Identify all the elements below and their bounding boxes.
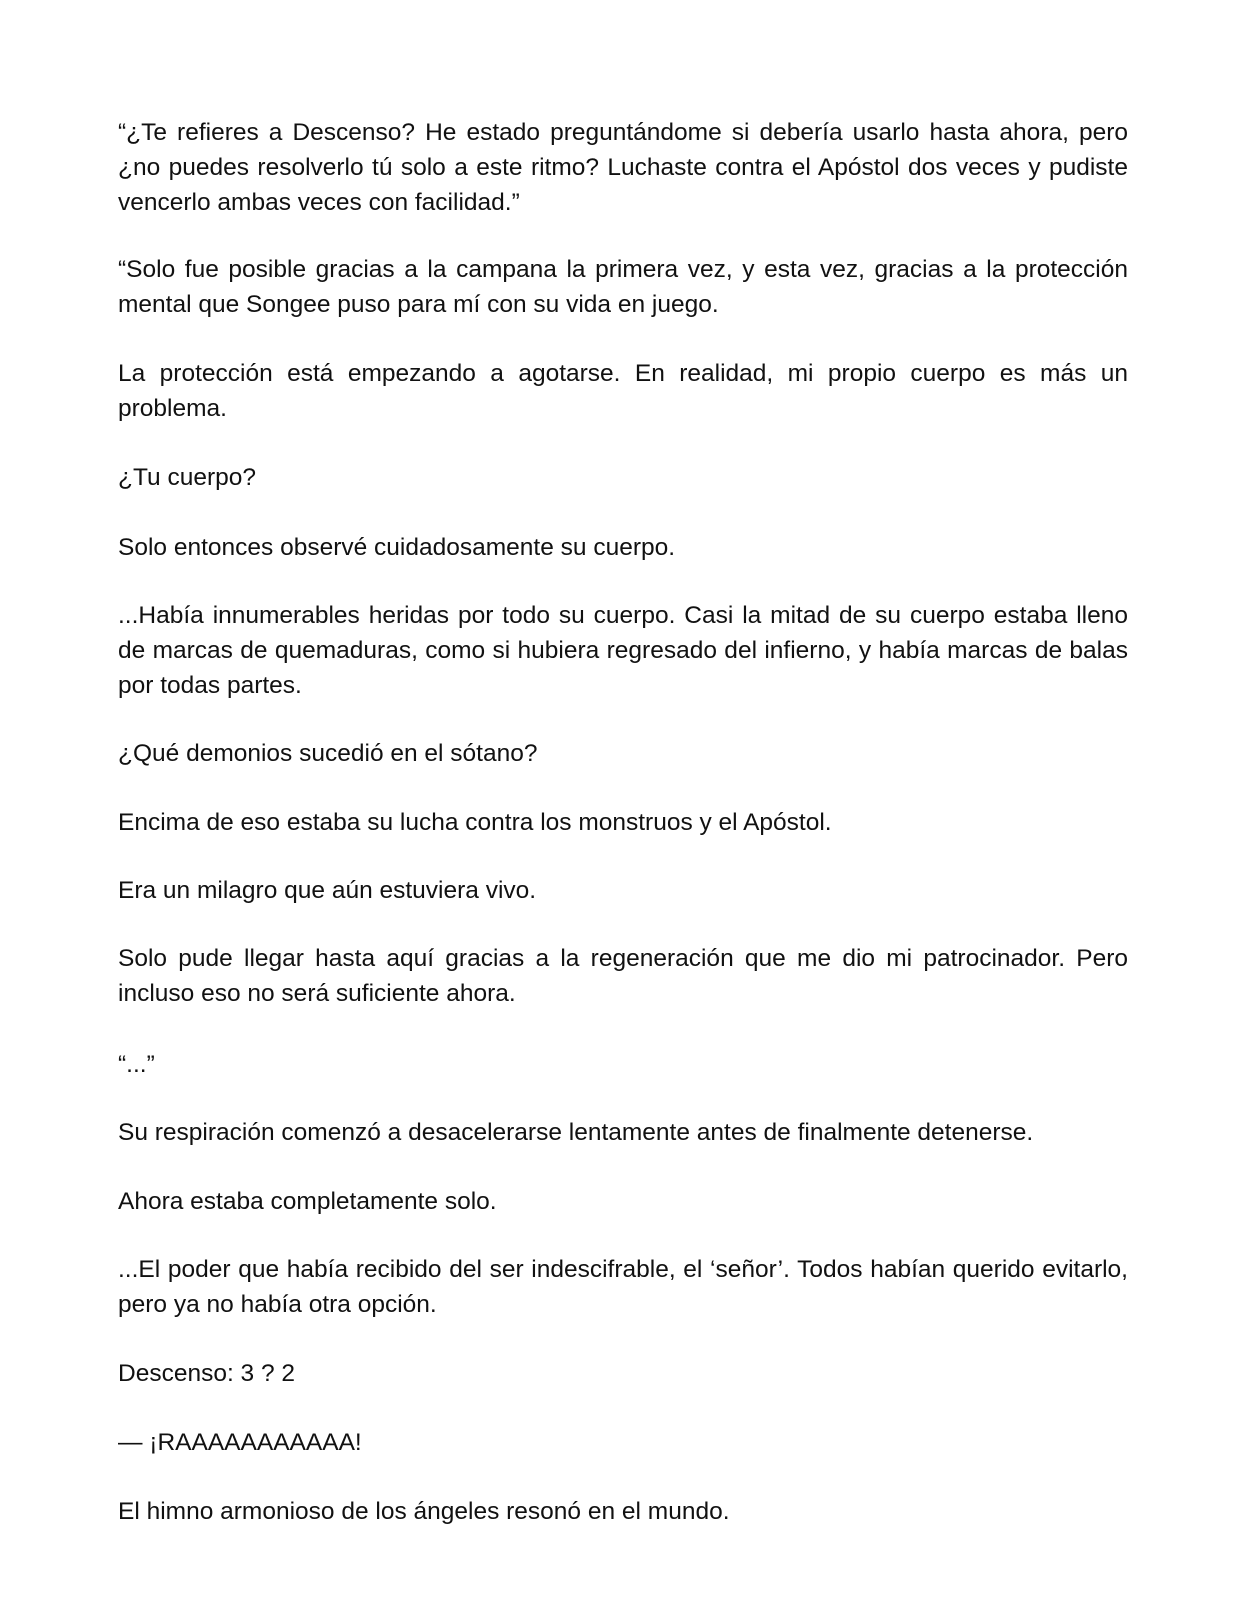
paragraph-11: “...” xyxy=(118,1051,155,1078)
paragraph-6: ...Había innumerables heridas por todo su cuerpo. Casi la mitad de su cuerpo estaba lleno de marcas de quemaduras, como si hubiera regresado del infierno, y había marcas de balas por todas partes. xyxy=(118,602,1128,699)
paragraph-1: “¿Te refieres a Descenso? He estado preguntándome si debería usarlo hasta ahora, pero ¿no puedes resolverlo tú solo a este ritmo? Luchaste contra el Apóstol dos veces y pudiste vencerlo ambas veces con facilidad.” xyxy=(118,119,1128,216)
paragraph-14: ...El poder que había recibido del ser indescifrable, el ‘señor’. Todos habían querido evitarlo, pero ya no había otra opción. xyxy=(118,1256,1128,1318)
paragraph-8: Encima de eso estaba su lucha contra los monstruos y el Apóstol. xyxy=(118,809,832,836)
paragraph-7: ¿Qué demonios sucedió en el sótano? xyxy=(118,740,538,767)
paragraph-9: Era un milagro que aún estuviera vivo. xyxy=(118,877,537,904)
paragraph-4: ¿Tu cuerpo? xyxy=(118,464,256,491)
paragraph-15: Descenso: 3 ? 2 xyxy=(118,1360,296,1387)
paragraph-17: El himno armonioso de los ángeles resonó en el mundo. xyxy=(118,1498,730,1525)
paragraph-12: Su respiración comenzó a desacelerarse lentamente antes de finalmente detenerse. xyxy=(118,1119,1034,1146)
paragraph-3: La protección está empezando a agotarse. En realidad, mi propio cuerpo es más un problema. xyxy=(118,360,1128,422)
paragraph-16: — ¡RAAAAAAAAAAA! xyxy=(118,1429,362,1456)
paragraph-2: “Solo fue posible gracias a la campana la primera vez, y esta vez, gracias a la protección mental que Songee puso para mí con su vida en juego. xyxy=(118,256,1128,318)
paragraph-13: Ahora estaba completamente solo. xyxy=(118,1188,497,1215)
paragraph-10: Solo pude llegar hasta aquí gracias a la regeneración que me dio mi patrocinador. Pero incluso eso no será suficiente ahora. xyxy=(118,945,1128,1007)
paragraph-5: Solo entonces observé cuidadosamente su cuerpo. xyxy=(118,534,676,561)
